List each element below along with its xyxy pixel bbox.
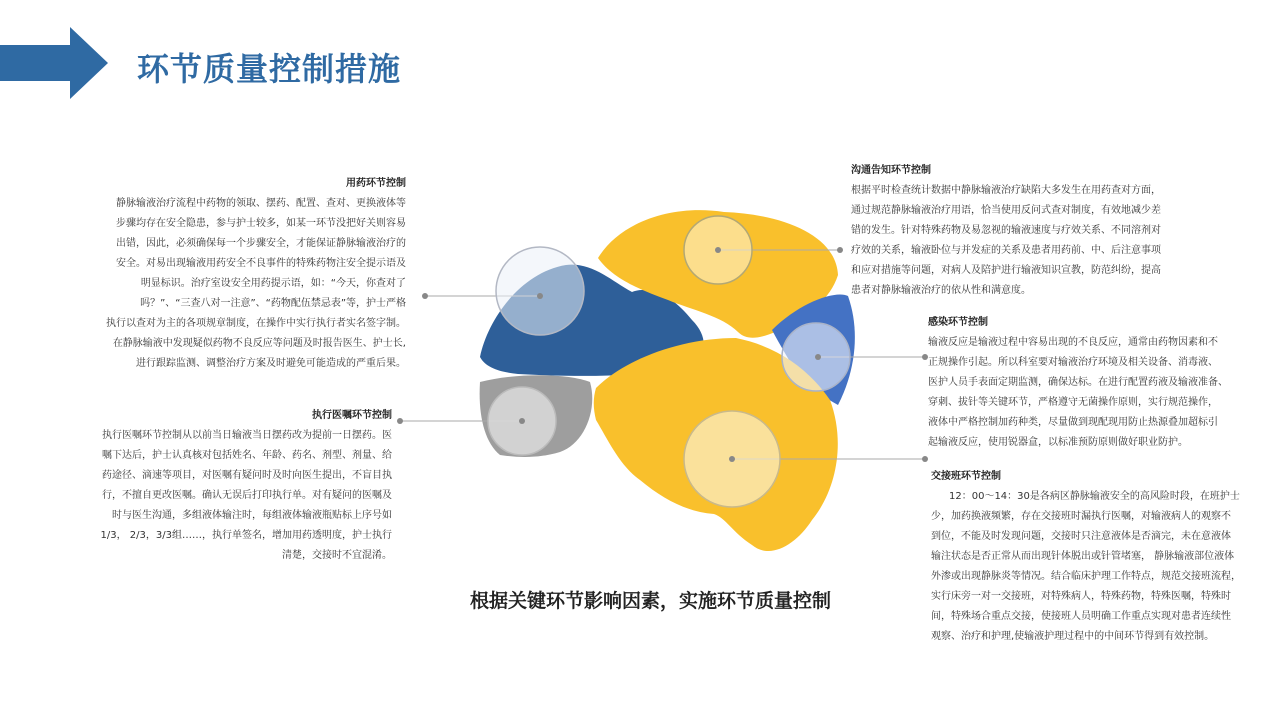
handover-line: 间，特殊场合重点交接，使接班人员明确工作重点实现对患者连续性 — [931, 611, 1231, 622]
communication-line: 疗效的关系，输液卧位与并发症的关系及患者用药前、中、后注意事项 — [851, 245, 1161, 256]
handover-line: 12：00～14：30是各病区静脉输液安全的高风险时段，在班护士 — [949, 491, 1240, 502]
handover-line: 到位，不能及时发现问题，交接时只注意液体是否滴完，未在意液体 — [931, 531, 1231, 542]
medication-line: 吗？”、“三查八对一注意”、“药物配伍禁忌表”等，护士严格 — [140, 298, 406, 309]
communication-line: 根据平时检查统计数据中静脉输液治疗缺陷大多发生在用药查对方面， — [851, 185, 1161, 196]
orders-line: 药途径、滴速等项目，对医嘱有疑问时及时向医生提出，不盲目执 — [102, 470, 392, 481]
communication-block — [851, 161, 1191, 301]
handover-line: 输注状态是否正常从而出现针体脱出或针管堵塞， 静脉输液部位液体 — [931, 551, 1235, 562]
communication-heading: 沟通告知环节控制 — [851, 165, 931, 176]
orders-line: 行，不擅自更改医嘱。确认无误后打印执行单。对有疑问的医嘱及 — [102, 490, 392, 501]
orders-line: 清楚，交接时不宜混淆。 — [282, 550, 392, 561]
orders-line: 执行医嘱环节控制从以前当日输液当日摆药改为提前一日摆药。医 — [102, 430, 392, 441]
handover-line: 少，加药换液频繁，存在交接班时漏执行医嘱，对输液病人的观察不 — [931, 511, 1231, 522]
handover-line: 外渗或出现静脉炎等情况。结合临床护理工作特点，规范交接班流程， — [931, 571, 1241, 582]
medication-line: 明显标识。治疗室设安全用药提示语，如：“今天，你查对了 — [140, 278, 406, 289]
infection-block — [928, 313, 1258, 453]
page-title: 环节质量控制措施 — [137, 50, 402, 88]
handover-line: 实行床旁一对一交接班，对特殊病人，特殊药物，特殊医嘱，特殊时 — [931, 591, 1231, 602]
handover-block — [931, 467, 1261, 647]
medication-line: 静脉输液治疗流程中药物的领取、摆药、配置、查对、更换液体等 — [116, 198, 406, 209]
orders-line: 1/3， 2/3，3/3组……，执行单签名，增加用药透明度，护士执行 — [100, 530, 392, 541]
medication-line: 步骤均存在安全隐患，参与护士较多，如某一环节没把好关则容易 — [116, 218, 406, 229]
communication-line: 错的发生。针对特殊药物及易忽视的输液速度与疗效关系、不同溶剂对 — [851, 225, 1161, 236]
infection-line: 医护人员手表面定期监测，确保达标。在进行配置药液及输液准备、 — [928, 377, 1228, 388]
medication-line: 执行以查对为主的各项规章制度，在操作中实行执行者实名签字制。 — [106, 318, 406, 329]
infection-line: 输液反应是输液过程中容易出现的不良反应，通常由药物因素和不 — [928, 337, 1218, 348]
infection-line: 起输液反应，使用锐器盒，以标准预防原则做好职业防护。 — [928, 437, 1188, 448]
medication-line: 进行跟踪监测、调整治疗方案及时避免可能造成的严重后果。 — [136, 358, 406, 369]
handover-heading: 交接班环节控制 — [931, 471, 1001, 482]
communication-line: 和应对措施等问题，对病人及陪护进行输液知识宣教，防范纠纷，提高 — [851, 265, 1161, 276]
medication-line: 出错，因此，必须确保每一个步骤安全，才能保证静脉输液治疗的 — [116, 238, 406, 249]
marker-medication — [496, 247, 584, 335]
handover-line: 观察、治疗和护理,使输液护理过程中的中间环节得到有效控制。 — [931, 631, 1215, 642]
medication-block — [93, 174, 406, 374]
communication-line: 患者对静脉输液治疗的依从性和满意度。 — [851, 285, 1031, 296]
infection-line: 正规操作引起。所以科室要对输液治疗环境及相关设备、消毒液、 — [928, 357, 1218, 368]
infection-heading: 感染环节控制 — [928, 317, 988, 328]
medication-line: 在静脉输液中发现疑似药物不良反应等问题及时报告医生、护士长, — [112, 338, 406, 349]
infection-line: 穿刺、拔针等关键环节，严格遵守无菌操作原则，实行规范操作， — [928, 397, 1218, 408]
medication-line: 安全。对易出现输液用药安全不良事件的特殊药物注安全提示语及 — [116, 258, 406, 269]
orders-heading: 执行医嘱环节控制 — [312, 410, 392, 421]
medication-heading: 用药环节控制 — [346, 178, 406, 189]
diagram-caption: 根据关键环节影响因素，实施环节质量控制 — [470, 590, 832, 612]
orders-line: 嘱下达后，护士认真核对包括姓名、年龄、药名、剂型、剂量、给 — [102, 450, 392, 461]
orders-line: 时与医生沟通，多组液体输注时，每组液体输液瓶贴标上序号如 — [112, 510, 392, 521]
infection-line: 液体中严格控制加药种类，尽量做到现配现用防止热源叠加超标引 — [928, 417, 1218, 428]
orders-block — [78, 406, 392, 566]
communication-line: 通过规范静脉输液治疗用语，恰当使用反问式查对制度，有效地减少差 — [851, 205, 1161, 216]
